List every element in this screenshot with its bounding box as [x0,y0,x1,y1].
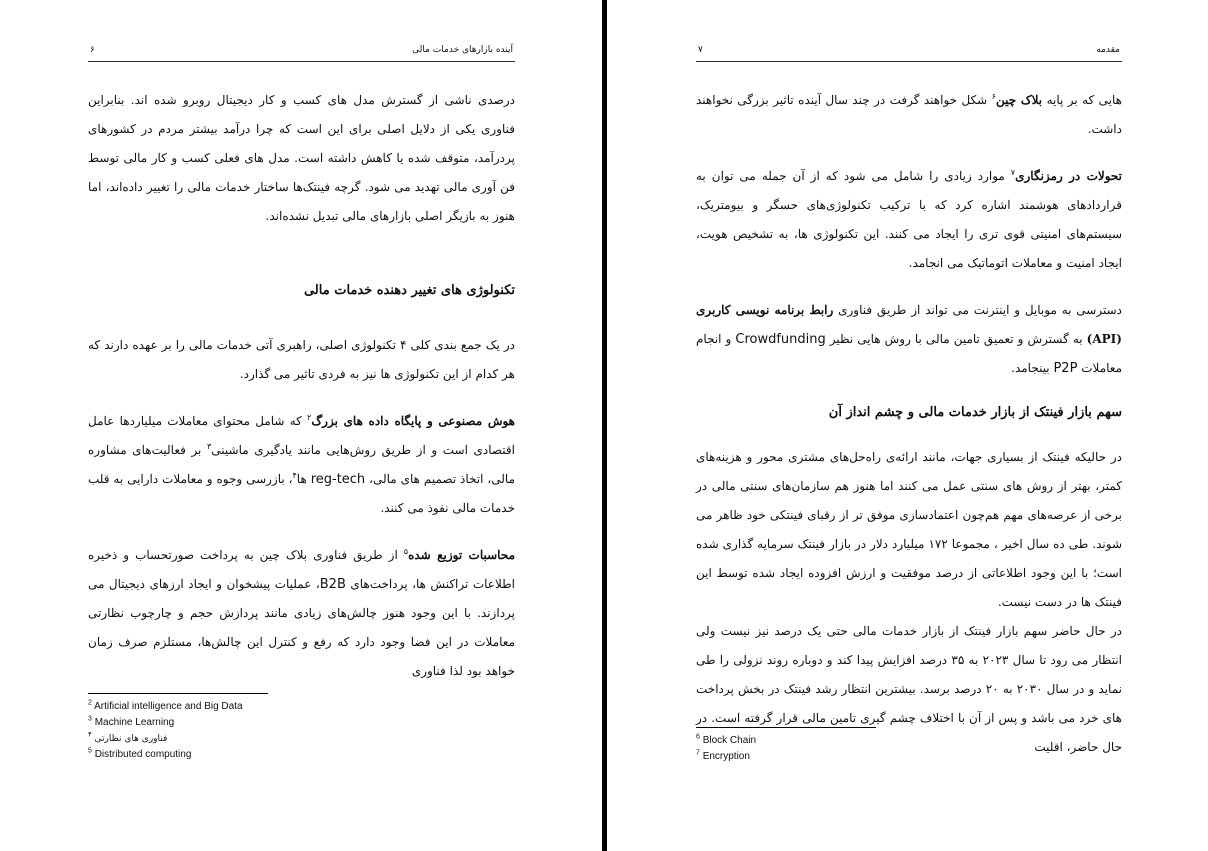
paragraph [88,541,515,686]
text-run: که شامل محتوای معاملات میلیاردها عامل اقتصادی است و از طریق روش‌هایی مانند یادگیری ماشینی [88,414,515,457]
text-run: و انجام معاملات [696,332,1122,375]
right-page [607,0,1208,851]
text-run: بینجامد. [1011,361,1054,375]
footnote-ref: ۵ [403,547,409,556]
bold-term: بلاک چین [995,93,1043,107]
text-run: از طریق فناوری بلاک چین به پرداخت صورتحساب و ذخیره اطلاعات تراکنش ها، پرداخت‌های [88,548,516,591]
text-run: به گسترش و تعمیق تامین مالی با روش هایی نظیر [825,332,1087,346]
footnote-number: 2 [88,699,92,707]
bold-term: هوش مصنوعی و پایگاه داده های بزرگ [311,414,515,428]
bold-term: محاسبات توزیع شده [408,548,515,562]
text-run: ها [296,472,311,486]
text-run: هایی که بر پایه [1042,93,1123,107]
text-run: بر فعالیت‌های مشاوره مالی، اتخاذ تصمیم های مالی، [88,443,515,486]
latin-term: B2B [319,577,346,592]
paragraph [696,296,1122,383]
footnote-number: ۴ [88,731,92,739]
page-number: ۶ [90,45,95,55]
footnote-number: 6 [696,733,700,741]
latin-term: Crowdfunding [735,332,826,347]
footnote-ref: ۷ [1010,168,1016,177]
footnotes [696,733,756,765]
footnote-number: 5 [88,747,92,755]
paragraph: درصدی ناشی از گسترش مدل های کسب و کار دیجیتال روبرو شده اند. بنابراین فناوری یکی از دلایل اصلی برای این است که چرا درآمد بیشتر مردم در کشورهای پردرآمد، متوقف شده یا کاهش داشته است. مدل های فعلی کسب و کار مالی توسط فن آوری مالی تهدید می شود. گرچه فینتک‌ها ساختار خدمات مالی را تغییر داده‌اند، اما هنوز به بازیگر اصلی بازارهای مالی تبدیل نشده‌اند. [88,93,515,223]
footnote-text: Block Chain [702,735,757,746]
paragraph [696,162,1122,278]
text-run: شکل خواهند گرفت در چند سال آینده تاثیر بزرگی نخواهند داشت. [696,93,1122,136]
footnote-text: Distributed computing [94,749,192,760]
text-run: ، عملیات پیشخوان و ایجاد ارزهای دیجیتال می پردازند. با این وجود هنوز چالش‌های زیادی مانند پردازش حجم و چارچوب نظارتی معاملات در این فضا وجود دارد که رفع و کنترل این چالش‌ها، مستلزم صرف زمان خواهد بود لذا فناوری [88,577,515,678]
footnote-ref: ۶ [991,92,996,101]
text-run: دسترسی به موبایل و اینترنت می تواند از طریق فناوری [833,303,1122,317]
paragraph: در حال حاضر سهم بازار فینتک از بازار خدمات مالی حتی یک درصد نیز نیست ولی انتظار می رود تا سال ۲۰۲۳ به ۳۵ درصد افزایش پیدا کند و دوباره روند نزولی را طی نماید و در سال ۲۰۳۰ به ۲۰ درصد برسد. بیشترین انتظار رشد فینتک در بخش پرداخت های خرد می باشد و پس از آن با اختلاف چشم گیری تامین مالی قرار گرفته است. در حال حاضر، اقلیت [696,624,1123,754]
page-number: ۷ [698,45,703,55]
header-title: آینده بازارهای خدمات مالی [412,45,513,55]
footnote-ref: ۲ [307,413,312,422]
paragraph [88,407,515,523]
paragraph [696,86,1122,144]
footnote-separator [696,727,876,728]
paragraph: در یک جمع بندی کلی ۴ تکنولوژی اصلی، راهبری آتی خدمات مالی را بر عهده دارند که هر کدام از این تکنولوژی ها نیز به فردی تاثیر می گذارد. [88,338,515,381]
section-heading: سهم بازار فینتک از بازار خدمات مالی و چشم انداز آن [828,405,1122,420]
latin-term: reg-tech [310,472,366,487]
running-header [696,43,1122,62]
footnotes [88,699,243,763]
bold-term: تحولات در رمزنگاری [1015,169,1122,183]
text-run: موارد زیادی را شامل می شود که از آن جمله می توان به قراردادهای هوشمند اشاره کرد که با ترکیب تکنولوژی‌های حسگر و بیومتریک، سیستم‌های امنیتی قوی تری را ایجاد می کنند. این تکنولوژی ها، به تشخیص هویت، ایجاد امنیت و معاملات اتوماتیک می انجامد. [696,169,1122,270]
page-body [88,86,515,686]
text-run: ، بازرسی وجوه و معاملات دارایی به قلب خدمات مالی نفوذ می کنند. [88,472,515,515]
section-heading: تکنولوژی های تغییر دهنده خدمات مالی [303,283,515,298]
page-body [696,86,1122,762]
footnote-ref: ۳ [206,442,212,451]
footnote-text: Artificial intelligence and Big Data [94,701,243,712]
footnote [88,731,243,747]
bold-term: رابط برنامه نویسی کاربری (API) [696,303,1122,346]
footnote-text: Encryption [702,751,750,762]
footnote-separator [88,693,268,694]
paragraph: در حالیکه فینتک از بسیاری جهات، مانند ارائه‌ی راه‌حل‌های مشتری محور و هزینه‌های کمتر، بهتر از روش های سنتی عمل می کنند اما هنوز هم سازمان‌های سنتی مالی در برخی از عرصه‌های مهم هم‌چون اعتمادسازی موفق تر از رقبای فینتکی خود ظاهر می شوند. طی ده سال اخیر ، مجموعا ۱۷۲ میلیارد دلار در بازار فینتک سرمایه گذاری شده است؛ با این وجود اطلاعاتی از درصد موفقیت و ارزش افزوده ایجاد شده توسط این فینتک ها در دست نیست. [696,450,1123,609]
footnote-text: Machine Learning [94,717,175,728]
footnote-number: 7 [696,749,700,757]
running-header [88,43,515,62]
latin-term: P2P [1053,361,1078,376]
footnote [696,749,756,765]
footnote [696,733,756,749]
header-title: مقدمه [1096,45,1120,55]
left-page [0,0,602,851]
footnote [88,715,243,731]
footnote [88,699,243,715]
footnote-text: فناوری های نظارتی [94,734,168,744]
footnote-ref: ۴ [292,471,297,480]
footnote [88,747,243,763]
footnote-number: 3 [88,715,92,723]
